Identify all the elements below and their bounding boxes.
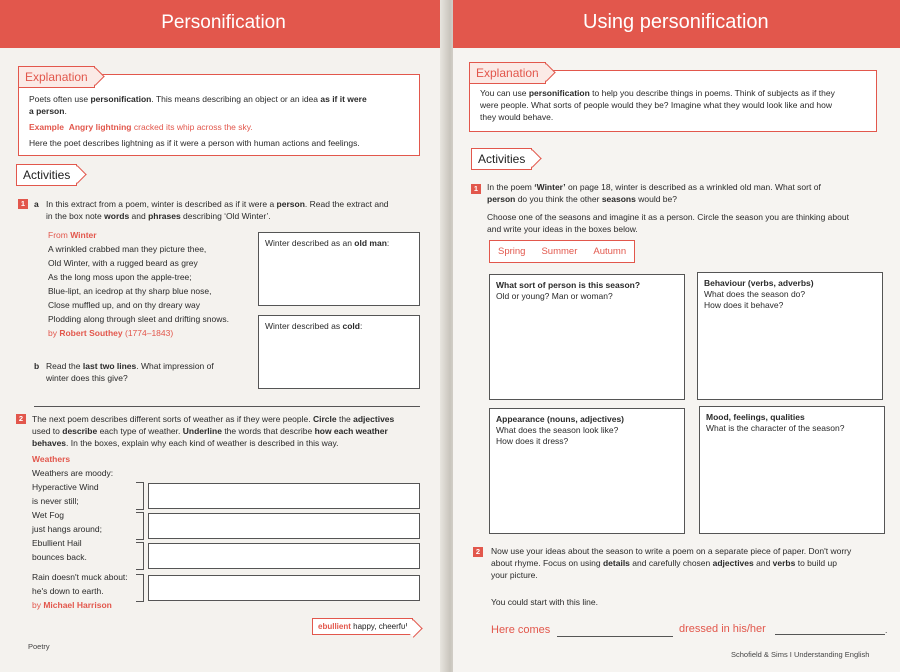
question-1-number: 1 [18, 199, 28, 209]
poem-line: Wet Fog [32, 510, 64, 520]
end-dot: . [885, 625, 888, 635]
dressed-text: dressed in his/her [679, 623, 766, 635]
bracket [136, 542, 144, 570]
question-2-text: The next poem describes different sorts of weather as if they were people. Circle the adjectives used to describe each type of weather. Underline the words that describe how each weather behaves. In the boxes, explain why each kind of weather is described in this way. [32, 414, 395, 448]
poem-line: A wrinkled crabbed man they picture thee, [48, 244, 207, 254]
poem-line: Hyperactive Wind [32, 482, 99, 492]
poem-weathers: Weathers Weathers are moody: Hyperactive Wind is never still; Wet Fog just hangs around; Ebullient Hail bounces back. Rain doesn't muck about: he's down to earth. by Michael Harrison [32, 452, 142, 612]
poem-line: is never still; [32, 496, 79, 506]
explanation-tag-right: Explanation [469, 62, 546, 84]
here-comes-text: Here comes [491, 624, 551, 636]
answer-line-1b[interactable] [34, 406, 420, 407]
left-page [0, 0, 447, 672]
footer-right: Schofield & Sims I Understanding English [731, 650, 870, 659]
answer-box-cold[interactable]: Winter described as cold: [258, 315, 420, 389]
question-1-text-right: In the poem ‘Winter’ on page 18, winter is described as a wrinkled old man. What sort of person do you think the other seasons would be? [487, 182, 821, 204]
answer-box-rain[interactable] [148, 575, 420, 601]
poem-line: Weathers are moody: [32, 468, 114, 478]
answer-box-appearance[interactable]: Appearance (nouns, adjectives) What does the season look like? How does it dress? [489, 408, 685, 534]
bracket [136, 574, 144, 602]
bracket [136, 482, 144, 510]
question-2-number: 2 [16, 414, 26, 424]
explanation-tag-left: Explanation [18, 66, 95, 88]
question-1a-letter: a [34, 199, 39, 209]
blank-clothing-line[interactable] [775, 634, 885, 635]
question-2-number-right: 2 [473, 547, 483, 557]
poem-winter: From Winter A wrinkled crabbed man they picture thee, Old Winter, with a rugged beard as grey As the long moss upon the apple-tree; Blue-lipt, an icedrop at thy sharp blue nose, Close muffled up, and on thy dreary way Plodding along through sleet and drifting snows. by Robert Southey (1774–1843) [48, 228, 263, 340]
explanation-box-left: Poets often use personification. This means describing an object or an idea as if it were a person. Example Angry lightning cracked its whip across the sky. Here the poet describes lightning as if it were a person with human actions and feelings. [18, 74, 420, 156]
poem-line: bounces back. [32, 552, 87, 562]
season-autumn[interactable]: Autumn [593, 246, 627, 257]
glossary-note: ebullient happy, cheerful [312, 618, 413, 635]
season-summer[interactable]: Summer [541, 246, 578, 257]
poem-line: Close muffled up, and on thy dreary way [48, 300, 200, 310]
season-options [489, 240, 635, 263]
start-line-hint: You could start with this line. [491, 597, 598, 607]
season-spring[interactable]: Spring [498, 246, 526, 257]
question-1b-text: Read the last two lines. What impression of winter does this give? [46, 361, 214, 383]
blank-season-line[interactable] [557, 636, 673, 637]
answer-box-person[interactable]: What sort of person is this season? Old or young? Man or woman? [489, 274, 685, 400]
answer-box-fog[interactable] [148, 513, 420, 539]
poem-line: he's down to earth. [32, 586, 104, 596]
explanation-box-right: You can use personification to help you describe things in poems. Think of subjects as if they were people. What sorts of people would they be? Imagine what they would look like and how they would behave. [469, 70, 877, 132]
poem-line: Rain doesn't muck about: [32, 572, 128, 582]
poem-line: just hangs around; [32, 524, 102, 534]
poem-line: Plodding along through sleet and drifting snows. [48, 314, 229, 324]
footer-left: Poetry [28, 642, 50, 651]
activities-tag-left: Activities [16, 164, 77, 186]
poem-line: Old Winter, with a rugged beard as grey [48, 258, 198, 268]
page-title-left: Personification [0, 0, 447, 48]
answer-box-old-man[interactable]: Winter described as an old man: [258, 232, 420, 306]
question-1-number-right: 1 [471, 184, 481, 194]
answer-box-mood[interactable]: Mood, feelings, qualities What is the character of the season? [699, 406, 885, 534]
poem-line: Ebullient Hail [32, 538, 82, 548]
bracket [136, 512, 144, 540]
poem-line: As the long moss upon the apple-tree; [48, 272, 192, 282]
question-1b-letter: b [34, 361, 40, 371]
answer-box-wind[interactable] [148, 483, 420, 509]
page-title-right: Using personification [453, 0, 900, 48]
answer-box-behaviour[interactable]: Behaviour (verbs, adverbs) What does the season do? How does it behave? [697, 272, 883, 400]
question-2-text-right: Now use your ideas about the season to write a poem on a separate piece of paper. Don't worry about rhyme. Focus on using details and carefully chosen adjectives and verbs to build up your picture. [491, 546, 852, 580]
question-1a-text: In this extract from a poem, winter is described as if it were a person. Read the extract and in the box note words and phrases describing ‘Old Winter’. [46, 199, 389, 221]
choose-instructions: Choose one of the seasons and imagine it as a person. Circle the season you are thinking about and write your ideas in the boxes below. [487, 212, 849, 234]
poem-line: Blue-lipt, an icedrop at thy sharp blue nose, [48, 286, 212, 296]
activities-tag-right: Activities [471, 148, 532, 170]
right-page [453, 0, 900, 672]
answer-box-hail[interactable] [148, 543, 420, 569]
